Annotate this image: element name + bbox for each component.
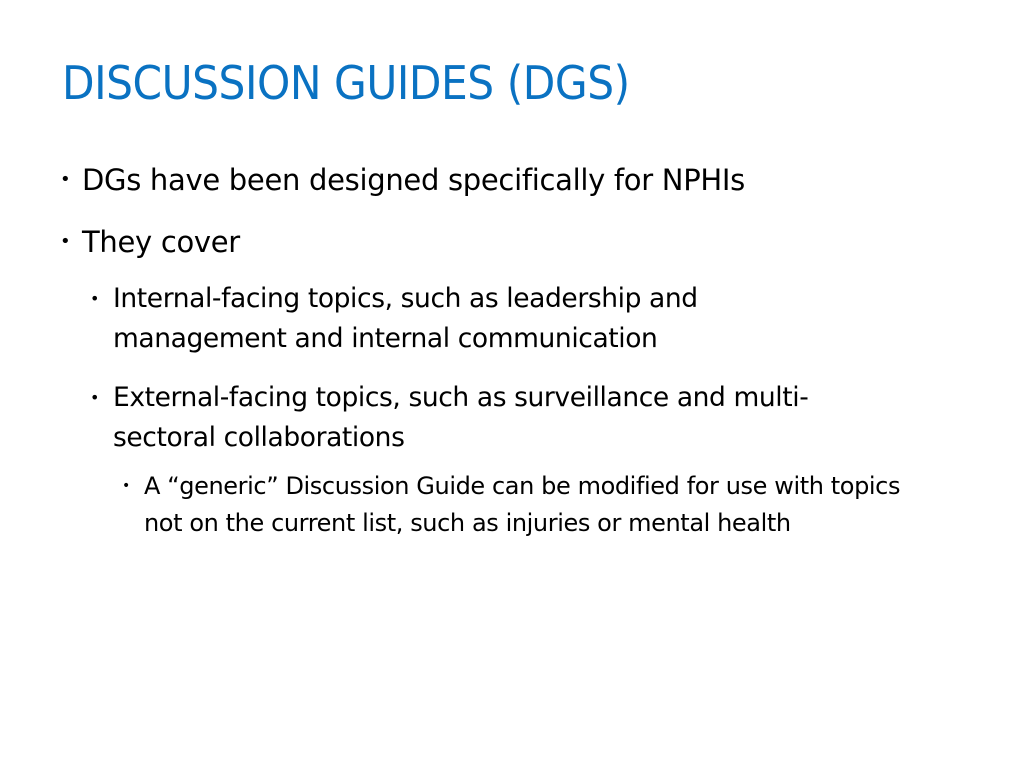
slide-title: DISCUSSION GUIDES (DGS)	[62, 56, 630, 110]
bullet-text: Internal-facing topics, such as leadership and management and internal communication	[113, 283, 698, 354]
bullet-icon: •	[122, 478, 131, 494]
bullet-item-they-cover	[60, 224, 982, 260]
bullet-icon: •	[60, 169, 71, 190]
bullet-item-designed-for-nphis	[60, 162, 982, 198]
bullet-text: A “generic” Discussion Guide can be modified for use with topics not on the current list, such as injuries or mental health	[144, 472, 901, 537]
bullet-icon: •	[90, 289, 100, 308]
bullet-item-generic-guide	[122, 468, 944, 542]
bullet-text: DGs have been designed specifically for NPHIs	[82, 163, 745, 197]
bullet-icon: •	[90, 388, 100, 407]
bullet-text: External-facing topics, such as surveillance and multi-sectoral collaborations	[113, 382, 809, 453]
bullet-text: They cover	[82, 225, 240, 259]
bullet-item-external-facing	[90, 378, 903, 458]
bullet-item-internal-facing	[90, 279, 873, 359]
bullet-icon: •	[60, 231, 71, 252]
